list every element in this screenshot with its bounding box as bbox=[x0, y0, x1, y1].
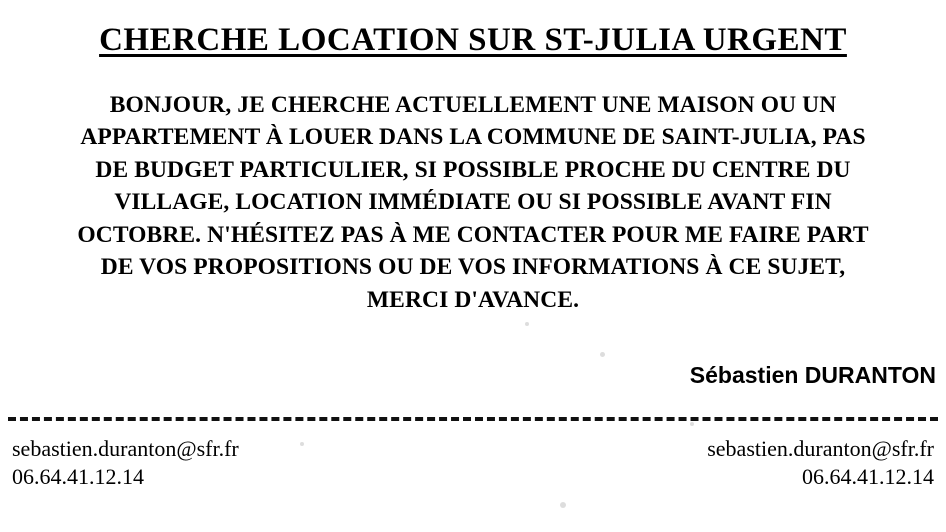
scan-speck bbox=[690, 422, 694, 426]
body-line: DE VOS PROPOSITIONS OU DE VOS INFORMATIONS À CE SUJET, bbox=[100, 254, 846, 281]
body-text bbox=[38, 89, 908, 316]
body-line: DE BUDGET PARTICULIER, SI POSSIBLE PROCHE DU CENTRE DU bbox=[95, 156, 851, 183]
page-title: CHERCHE LOCATION SUR ST-JULIA URGENT bbox=[99, 22, 847, 58]
email-text: sebastien.duranton@sfr.fr bbox=[12, 435, 239, 461]
phone-text: 06.64.41.12.14 bbox=[802, 464, 934, 490]
body-line: OCTOBRE. N'HÉSITEZ PAS À ME CONTACTER POUR ME FAIRE PART bbox=[77, 221, 869, 248]
body-line: APPARTEMENT À LOUER DANS LA COMMUNE DE SAINT-JULIA, PAS bbox=[80, 124, 866, 151]
flyer-page bbox=[0, 22, 946, 532]
body-line: BONJOUR, JE CHERCHE ACTUELLEMENT UNE MAISON OU UN bbox=[109, 92, 837, 118]
contact-block-left bbox=[12, 435, 239, 491]
signature: Sébastien DURANTON bbox=[689, 361, 936, 388]
scan-speck bbox=[600, 352, 605, 357]
contact-block-right bbox=[707, 435, 934, 491]
dashed-divider bbox=[8, 417, 938, 421]
body-line: MERCI D'AVANCE. bbox=[366, 286, 580, 313]
email-text: sebastien.duranton@sfr.fr bbox=[707, 435, 934, 461]
contact-row bbox=[0, 435, 946, 491]
scan-speck bbox=[300, 442, 304, 446]
body-line: VILLAGE, LOCATION IMMÉDIATE OU SI POSSIBLE AVANT FIN bbox=[114, 189, 832, 216]
scan-speck bbox=[525, 322, 529, 326]
scan-speck bbox=[560, 502, 566, 508]
phone-text: 06.64.41.12.14 bbox=[12, 464, 144, 490]
